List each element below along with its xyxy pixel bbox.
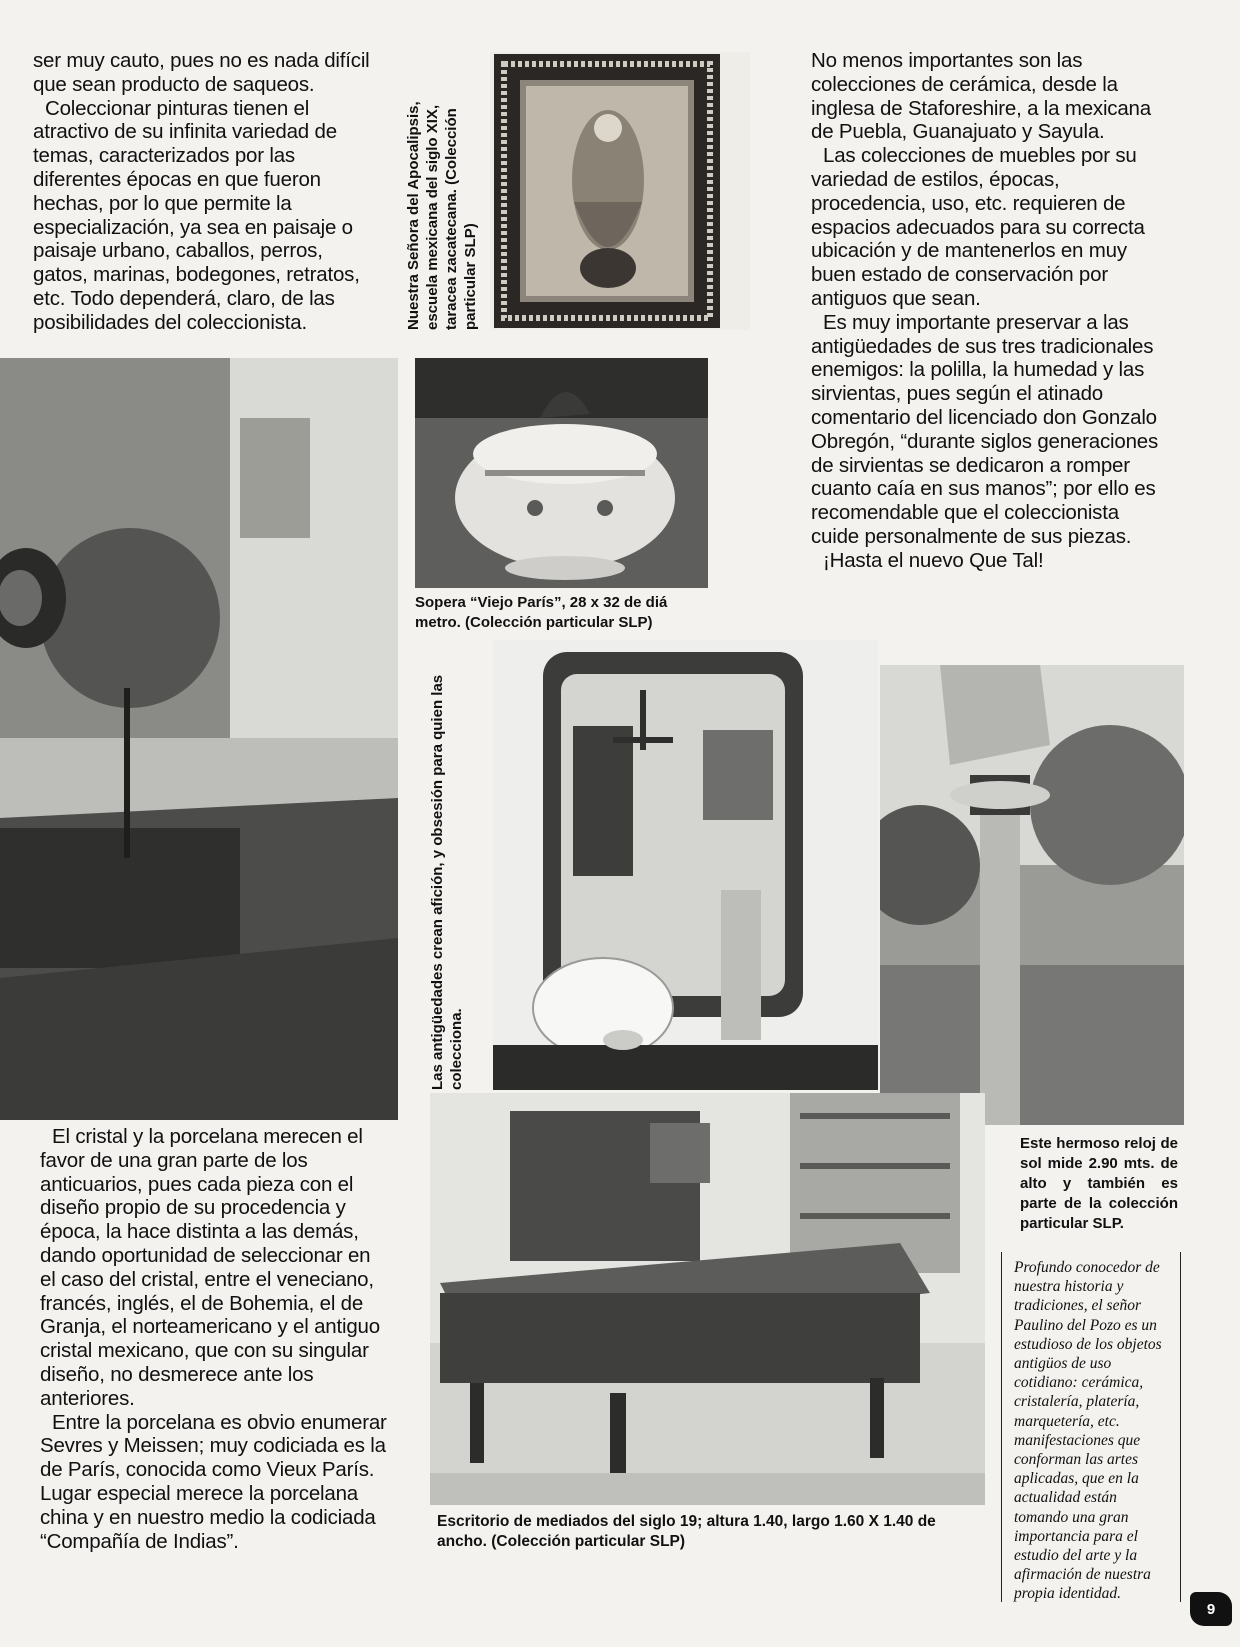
page-number: 9	[1190, 1592, 1232, 1626]
mirror-photo	[493, 640, 878, 1090]
paragraph: No menos importantes son las colecciones de cerámica, desde la inglesa de Staforeshire, a la mexicana de Puebla, Guanajuato y Sayula.	[811, 49, 1151, 144]
painting-caption: Nuestra Señora del Apocalipsis, escuela mexicana del siglo XIX, taracea zacatecana. (Colección particular SLP)	[405, 101, 479, 330]
text-column-right-top	[811, 49, 1166, 573]
desk-caption: Escritorio de mediados del siglo 19; altura 1.40, largo 1.60 X 1.40 de ancho. (Colección particular SLP)	[437, 1513, 936, 1550]
desk-photo	[430, 1093, 985, 1505]
paragraph: Coleccionar pinturas tienen el atractivo de su infinita variedad de temas, caracterizados por las diferentes épocas en que fueron hechas, por lo que permite la especialización, ya sea en paisaje o paisaje urbano, caballos, perros, gatos, marinas, bodegones, retratos, etc. Todo dependerá, claro, de las posibilidades del coleccionista.	[33, 96, 360, 334]
sidebar-text: Profundo conocedor de nuestra historia y tradiciones, el señor Paulino del Pozo es un estudioso de los objetos antigüos de uso cotidiano: cerámica, cristalería, platería, marquetería, etc. manifestaciones que conforman las artes aplicadas, que en la actualidad están tomando una gran importancia para el estudio del arte y la afirmación de nuestra propia identidad.	[1014, 1259, 1162, 1603]
tureen-caption: Sopera “Viejo París”, 28 x 32 de diá metro. (Colección particular SLP)	[415, 594, 668, 631]
tureen-photo	[415, 358, 708, 588]
paragraph: Entre la porcelana es obvio enumerar Sevres y Meissen; muy codiciada es la de París, conocida como Vieux París. Lugar especial merece la porcelana china y en nuestro medio la codiciada “Compañía de Indias”.	[40, 1410, 387, 1553]
sundial-caption: Este hermoso reloj de sol mide 2.90 mts. de alto y también es parte de la colección particular SLP.	[1020, 1135, 1178, 1232]
text-column-left-top	[33, 49, 373, 335]
paragraph: ¡Hasta el nuevo Que Tal!	[823, 548, 1044, 572]
sundial-photo	[880, 665, 1184, 1125]
author-sidebar	[1001, 1252, 1181, 1602]
text-column-left-bottom	[40, 1125, 390, 1553]
paragraph: El cristal y la porcelana merecen el favor de una gran parte de los anticuarios, pues cada pieza con el diseño propio de su procedencia y época, la hace distinta a las demás, dando oportunidad de seleccionar en el caso del cristal, entre el veneciano, francés, inglés, el de Bohemia, el de Granja, el norteamericano y el antiguo cristal mexicano, que con su singular diseño, no desmerece ante los anteriores.	[40, 1125, 380, 1410]
garden-photo	[0, 358, 398, 1120]
paragraph: Es muy importante preservar a las antigüedades de sus tres tradicionales enemigos: la polilla, la humedad y las sirvientas, pues según el atinado comentario del licenciado don Gonzalo Obregón, “durante siglos generaciones de sirvientas se dedicaron a romper cuanto caía en sus manos”; por ello es recomendable que el coleccionista cuide personalmente de sus piezas.	[811, 310, 1159, 548]
mirror-caption: Las antigüedades crean afición, y obsesión para quien las colecciona.	[429, 674, 465, 1090]
paragraph: Las colecciones de muebles por su variedad de estilos, épocas, procedencia, uso, etc. requieren de espacios adecuados para su correcta ubicación y de mantenerlos en muy buen estado de conservación por antiguos que sean.	[811, 144, 1145, 310]
painting-photo	[490, 52, 750, 330]
paragraph: ser muy cauto, pues no es nada difícil que sean producto de saqueos.	[33, 49, 370, 96]
